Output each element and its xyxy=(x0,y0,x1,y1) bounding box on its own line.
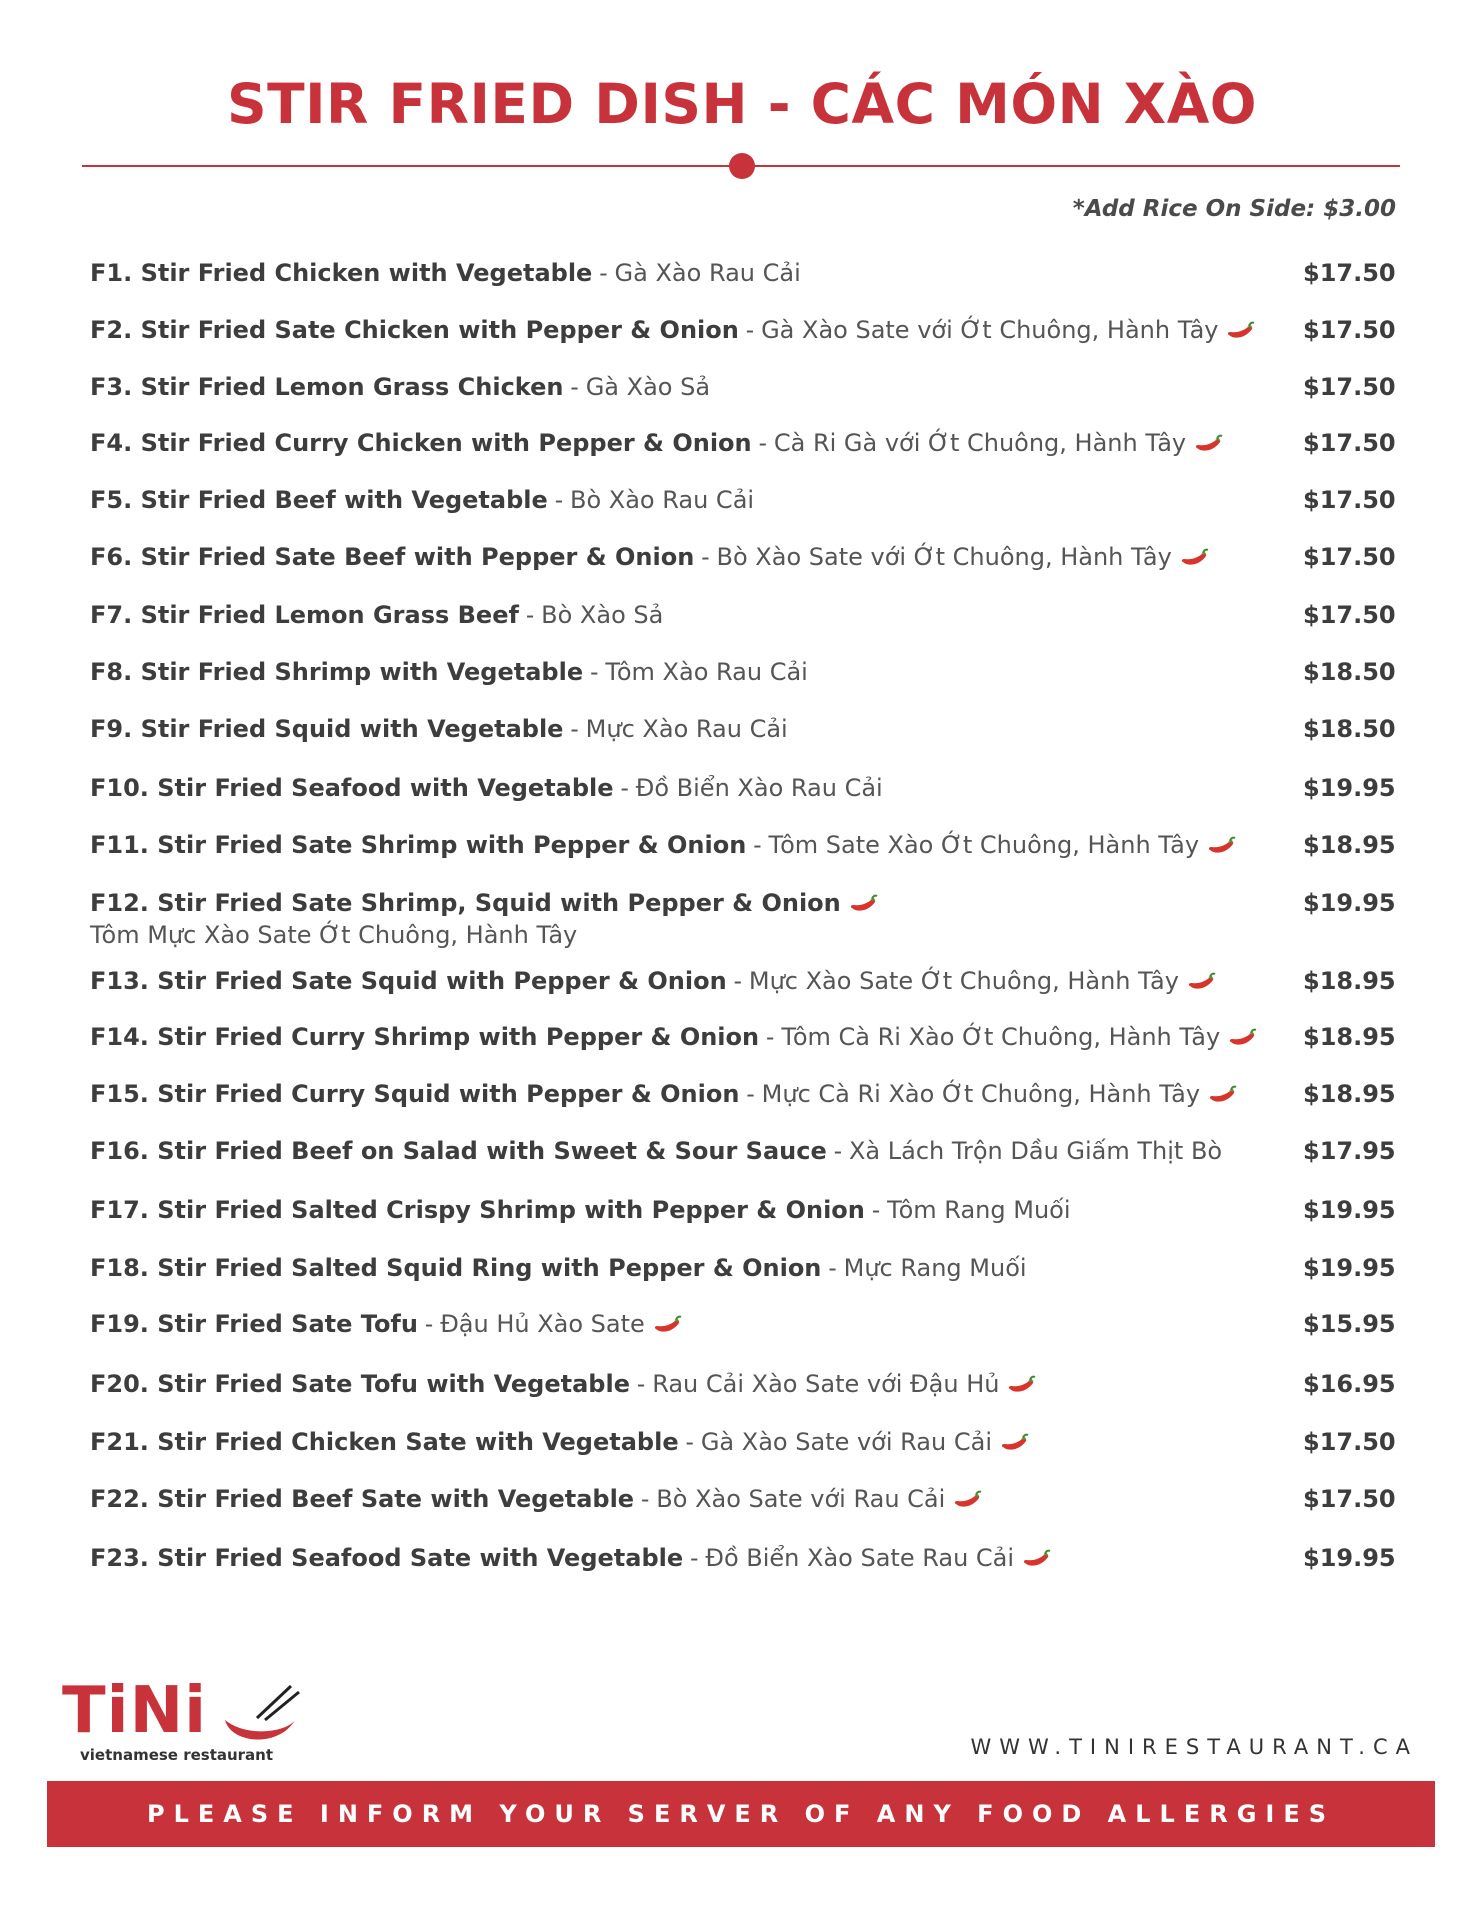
menu-item-name: F22. Stir Fried Beef Sate with Vegetable xyxy=(90,1485,635,1513)
menu-item-separator: - xyxy=(683,1544,706,1572)
menu-item-separator: - xyxy=(563,373,586,401)
chili-pepper-icon xyxy=(1022,1549,1052,1569)
chili-pepper-icon xyxy=(1208,1085,1238,1105)
menu-item-name: F1. Stir Fried Chicken with Vegetable xyxy=(90,259,593,287)
menu-item-price: $17.50 xyxy=(1303,601,1396,629)
menu-item-separator: - xyxy=(547,486,570,514)
menu-item-price: $16.95 xyxy=(1303,1370,1396,1398)
menu-item-separator: - xyxy=(739,1080,762,1108)
menu-item-name: F8. Stir Fried Shrimp with Vegetable xyxy=(90,658,584,686)
menu-item-price: $19.95 xyxy=(1303,774,1396,802)
menu-item-text xyxy=(90,1078,1265,1110)
menu-item-text xyxy=(90,427,1265,459)
menu-item-vietnamese-name: Tôm Sate Xào Ớt Chuông, Hành Tây xyxy=(768,831,1200,859)
menu-item-name: F21. Stir Fried Chicken Sate with Vegetable xyxy=(90,1428,679,1456)
menu-item-text xyxy=(90,371,1265,403)
add-rice-note: *Add Rice On Side: $3.00 xyxy=(1072,196,1396,222)
menu-item-vietnamese-name: Đồ Biển Xào Sate Rau Cải xyxy=(705,1544,1015,1572)
menu-item-separator: - xyxy=(518,601,542,629)
bowl-chopsticks-icon xyxy=(217,1682,307,1752)
chili-pepper-icon xyxy=(1000,1433,1030,1453)
menu-item-price: $17.50 xyxy=(1303,1485,1396,1513)
menu-item-vietnamese-name: Mực Xào Rau Cải xyxy=(585,715,788,743)
menu-item-separator: - xyxy=(726,967,749,995)
menu-item-name: F5. Stir Fried Beef with Vegetable xyxy=(90,486,548,514)
menu-item-name: F11. Stir Fried Sate Shrimp with Pepper & Onion xyxy=(90,831,747,859)
menu-item-separator: - xyxy=(694,543,717,571)
menu-item-vietnamese-name: Tôm Cà Ri Xào Ớt Chuông, Hành Tây xyxy=(781,1023,1221,1051)
menu-item-vietnamese-name: Bò Xào Sả xyxy=(541,601,664,629)
menu-item-text xyxy=(90,1135,1265,1167)
menu-item-price: $18.95 xyxy=(1303,1080,1396,1108)
menu-item-vietnamese-name: Gà Xào Sate với Rau Cải xyxy=(700,1428,992,1456)
chili-pepper-icon xyxy=(653,1315,683,1335)
menu-item-separator: - xyxy=(678,1428,701,1456)
menu-item-name: F20. Stir Fried Sate Tofu with Vegetable xyxy=(90,1370,630,1398)
menu-item-separator: - xyxy=(821,1254,844,1282)
menu-item-name: F10. Stir Fried Seafood with Vegetable xyxy=(90,774,614,802)
menu-item-price: $17.50 xyxy=(1303,259,1396,287)
menu-item-price: $17.50 xyxy=(1303,429,1396,457)
menu-item-text xyxy=(90,314,1265,346)
menu-item-name: F4. Stir Fried Curry Chicken with Pepper & Onion xyxy=(90,429,752,457)
menu-item-separator: - xyxy=(634,1485,657,1513)
logo-wordmark: TiNi xyxy=(62,1674,208,1748)
menu-item-name: F9. Stir Fried Squid with Vegetable xyxy=(90,715,564,743)
menu-item-price: $18.50 xyxy=(1303,658,1396,686)
menu-item-vietnamese-name: Bò Xào Sate với Ớt Chuông, Hành Tây xyxy=(716,543,1172,571)
menu-item-vietnamese-name: Gà Xào Sate với Ớt Chuông, Hành Tây xyxy=(761,316,1219,344)
menu-item-text xyxy=(90,1483,1265,1515)
website-url: WWW.TINIRESTAURANT.CA xyxy=(970,1735,1418,1759)
menu-item-text xyxy=(90,965,1265,997)
menu-item-vietnamese-name: Gà Xào Sả xyxy=(585,373,711,401)
tini-logo xyxy=(62,1676,302,1766)
menu-item-price: $17.95 xyxy=(1303,1137,1396,1165)
menu-item-separator: - xyxy=(583,658,606,686)
menu-item-text xyxy=(90,541,1265,573)
menu-item-price: $18.50 xyxy=(1303,715,1396,743)
menu-item-vietnamese-name: Tôm Xào Rau Cải xyxy=(605,658,808,686)
menu-item-separator: - xyxy=(759,1023,782,1051)
menu-item-price: $18.95 xyxy=(1303,967,1396,995)
menu-item-name: F19. Stir Fried Sate Tofu xyxy=(90,1310,418,1338)
menu-item-price: $19.95 xyxy=(1303,1196,1396,1224)
menu-item-text xyxy=(90,599,1265,631)
menu-item-vietnamese-name: Mực Cà Ri Xào Ớt Chuông, Hành Tây xyxy=(761,1080,1201,1108)
menu-item-vietnamese-name: Bò Xào Rau Cải xyxy=(570,486,755,514)
menu-item-price: $17.50 xyxy=(1303,543,1396,571)
allergy-banner xyxy=(47,1781,1435,1847)
menu-item-separator: - xyxy=(738,316,762,344)
menu-item-text xyxy=(90,1021,1265,1053)
menu-item-text xyxy=(90,656,1265,688)
menu-item-vietnamese-name: Rau Cải Xào Sate với Đậu Hủ xyxy=(652,1370,1000,1398)
menu-item-separator: - xyxy=(864,1196,888,1224)
chili-pepper-icon xyxy=(1007,1375,1037,1395)
chili-pepper-icon xyxy=(1194,434,1224,454)
chili-pepper-icon xyxy=(1228,1028,1258,1048)
chili-pepper-icon xyxy=(1226,321,1256,341)
chili-pepper-icon xyxy=(849,894,879,914)
menu-item-separator: - xyxy=(563,715,586,743)
menu-item-name: F18. Stir Fried Salted Squid Ring with Pepper & Onion xyxy=(90,1254,822,1282)
chili-pepper-icon xyxy=(1207,836,1237,856)
menu-item-vietnamese-name: Tôm Rang Muối xyxy=(887,1196,1071,1224)
menu-item-name: F17. Stir Fried Salted Crispy Shrimp with Pepper & Onion xyxy=(90,1196,865,1224)
page-title: STIR FRIED DISH - CÁC MÓN XÀO xyxy=(226,72,1258,136)
menu-item-separator: - xyxy=(629,1370,653,1398)
logo-tagline: vietnamese restaurant xyxy=(80,1746,274,1764)
menu-item-vietnamese-name: Xà Lách Trộn Dầu Giấm Thịt Bò xyxy=(848,1137,1223,1165)
menu-item-text xyxy=(90,1252,1265,1284)
menu-item-name: F15. Stir Fried Curry Squid with Pepper & Onion xyxy=(90,1080,740,1108)
menu-item-price: $18.95 xyxy=(1303,831,1396,859)
menu-item-price: $19.95 xyxy=(1303,889,1396,917)
menu-item-text xyxy=(90,829,1265,861)
menu-item-name: F23. Stir Fried Seafood Sate with Vegetable xyxy=(90,1544,684,1572)
menu-item-vietnamese-name: Mực Xào Sate Ớt Chuông, Hành Tây xyxy=(748,967,1179,995)
chili-pepper-icon xyxy=(953,1490,983,1510)
menu-item-text xyxy=(90,1542,1265,1574)
menu-item-vietnamese-name: Đậu Hủ Xào Sate xyxy=(440,1310,645,1338)
menu-item-vietnamese-name: Mực Rang Muối xyxy=(843,1254,1027,1282)
menu-item-name: F12. Stir Fried Sate Shrimp, Squid with Pepper & Onion xyxy=(90,889,841,917)
menu-item-text xyxy=(90,257,1265,289)
menu-item-name: F3. Stir Fried Lemon Grass Chicken xyxy=(90,373,564,401)
menu-item-text xyxy=(90,1308,1265,1340)
menu-item-price: $17.50 xyxy=(1303,486,1396,514)
menu-item-name: F16. Stir Fried Beef on Salad with Sweet & Sour Sauce xyxy=(90,1137,827,1165)
menu-item-vietnamese-name: Gà Xào Rau Cải xyxy=(614,259,801,287)
menu-item-price: $17.50 xyxy=(1303,1428,1396,1456)
menu-item-price: $15.95 xyxy=(1303,1310,1396,1338)
menu-item-name: F13. Stir Fried Sate Squid with Pepper & Onion xyxy=(90,967,727,995)
menu-item-vietnamese-name: Đồ Biển Xào Rau Cải xyxy=(635,774,883,802)
menu-item-price: $17.50 xyxy=(1303,316,1396,344)
menu-item-text xyxy=(90,1368,1265,1400)
menu-item-price: $19.95 xyxy=(1303,1254,1396,1282)
menu-item-price: $19.95 xyxy=(1303,1544,1396,1572)
menu-item-vietnamese-name-line: Tôm Mực Xào Sate Ớt Chuông, Hành Tây xyxy=(90,921,578,949)
menu-item-text xyxy=(90,887,1265,951)
menu-item-price: $17.50 xyxy=(1303,373,1396,401)
allergy-notice: PLEASE INFORM YOUR SERVER OF ANY FOOD ALLERGIES xyxy=(147,1800,1335,1828)
menu-item-text xyxy=(90,772,1265,804)
menu-item-name: F14. Stir Fried Curry Shrimp with Pepper & Onion xyxy=(90,1023,760,1051)
menu-item-name: F2. Stir Fried Sate Chicken with Pepper & Onion xyxy=(90,316,739,344)
menu-item-separator: - xyxy=(417,1310,441,1338)
menu-item-separator: - xyxy=(746,831,769,859)
menu-item-text xyxy=(90,1194,1265,1226)
menu-item-vietnamese-name: Bò Xào Sate với Rau Cải xyxy=(656,1485,946,1513)
menu-item-price: $18.95 xyxy=(1303,1023,1396,1051)
menu-item-separator: - xyxy=(826,1137,849,1165)
menu-item-separator: - xyxy=(592,259,615,287)
menu-item-separator: - xyxy=(613,774,636,802)
menu-item-separator: - xyxy=(751,429,774,457)
menu-item-name: F6. Stir Fried Sate Beef with Pepper & Onion xyxy=(90,543,695,571)
menu-item-text xyxy=(90,1426,1265,1458)
menu-item-text xyxy=(90,484,1265,516)
chili-pepper-icon xyxy=(1187,972,1217,992)
menu-item-vietnamese-name: Cà Ri Gà với Ớt Chuông, Hành Tây xyxy=(773,429,1187,457)
menu-item-text xyxy=(90,713,1265,745)
chili-pepper-icon xyxy=(1180,548,1210,568)
menu-item-name: F7. Stir Fried Lemon Grass Beef xyxy=(90,601,519,629)
